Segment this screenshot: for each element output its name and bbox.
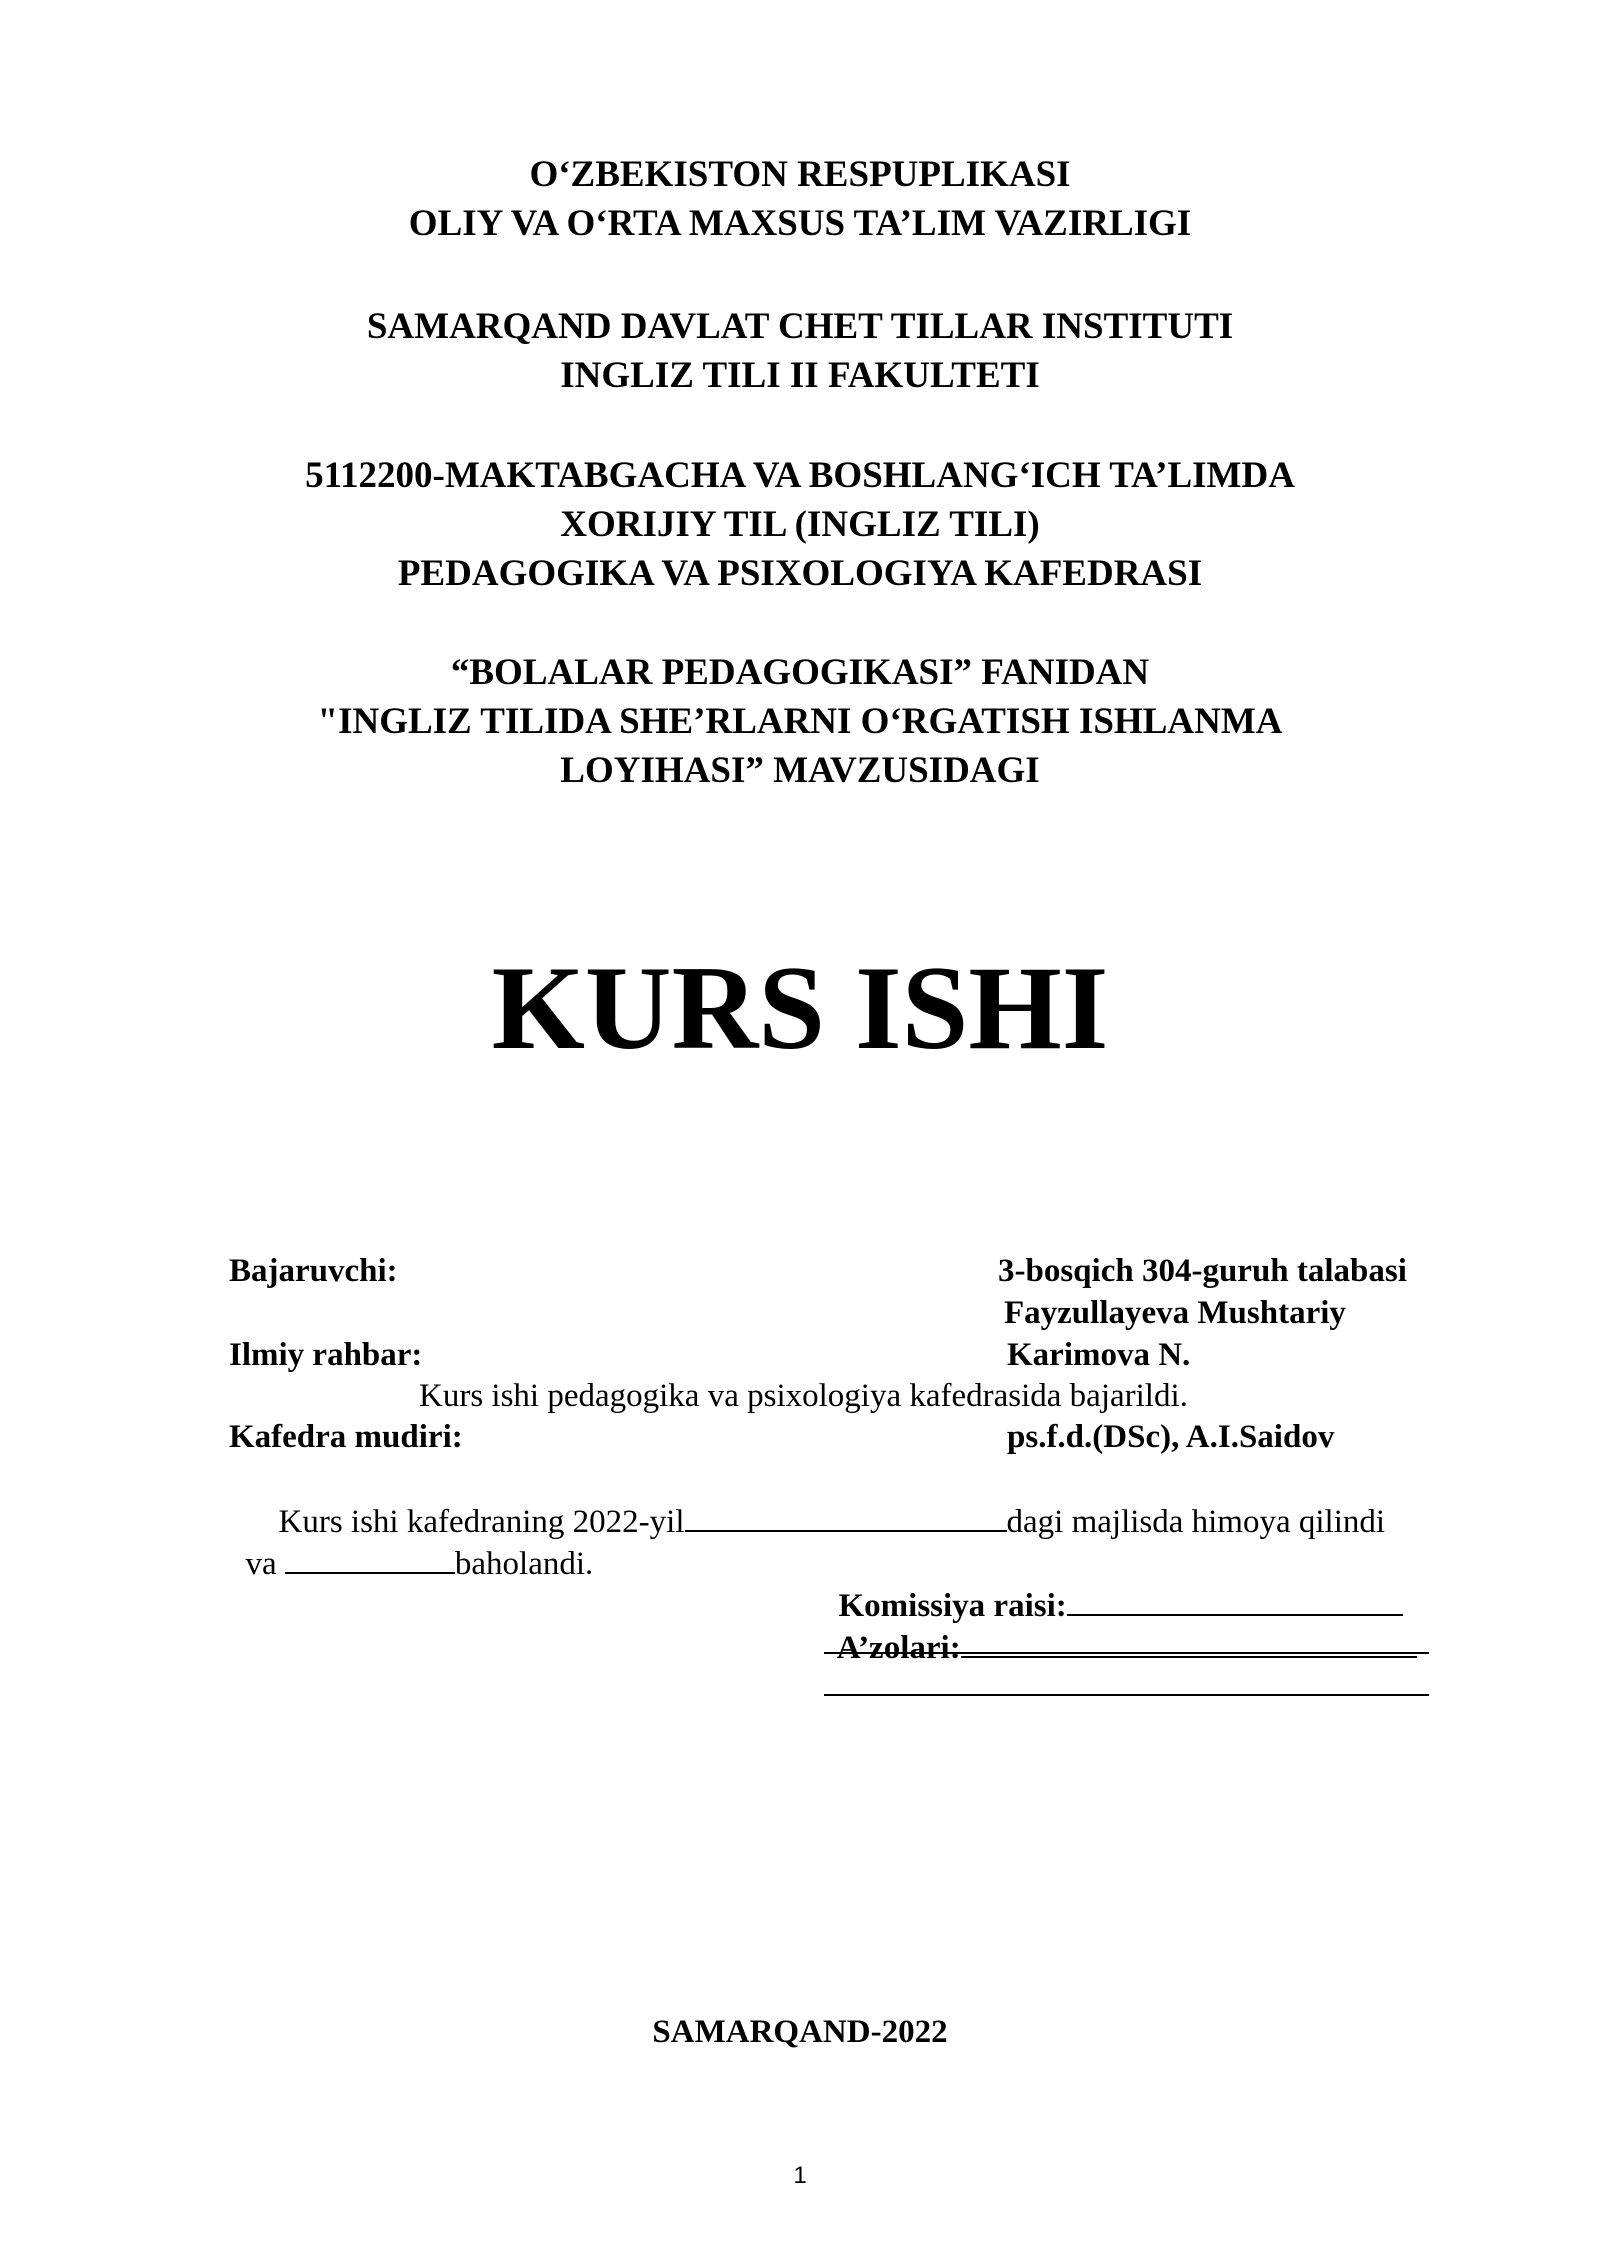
head-name: ps.f.d.(DSc), A.I.Saidov [1007, 1419, 1335, 1455]
grade-blank [285, 1542, 455, 1574]
supervisor-name: Karimova N. [1007, 1337, 1191, 1373]
topic-line-3: LOYIHASI” MAVZUSIDAGI [560, 750, 1040, 791]
supervisor-label: Ilmiy rahbar: [229, 1337, 423, 1373]
department-line-3: PEDAGOGIKA VA PSIXOLOGIYA KAFEDRASI [397, 553, 1203, 594]
header-line-2: OLIY VA O‘RTA MAXSUS TA’LIM VAZIRLIGI [408, 203, 1192, 244]
executor-label: Bajaruvchi: [229, 1253, 398, 1289]
city-year-text: SAMARQAND-2022 [652, 2014, 948, 2050]
header-line-1: O‘ZBEKISTON RESPUPLIKASI [529, 154, 1071, 195]
executor-group: 3-bosqich 304-guruh talabasi [998, 1253, 1407, 1289]
topic-header [0, 648, 1600, 795]
institute-header [0, 302, 1600, 400]
document-title: KURS ISHI [491, 941, 1109, 1074]
defense-text-start: Kurs ishi kafedraning 2022-yil [278, 1504, 685, 1540]
institute-line-1: SAMARQAND DAVLAT CHET TILLAR INSTITUTI [366, 306, 1234, 347]
department-line-1: 5112200-MAKTABGACHA VA BOSHLANG‘ICH TA’LIMDA [305, 455, 1295, 496]
department-header [0, 451, 1600, 598]
grade-text-start: va [245, 1546, 285, 1582]
page-number: 1 [793, 2162, 807, 2189]
members-signature-blank-3 [824, 1694, 1429, 1696]
city-year [0, 2008, 1600, 2057]
executor-name: Fayzullayeva Mushtariy [1004, 1295, 1346, 1331]
institute-line-2: INGLIZ TILI II FAKULTETI [560, 355, 1040, 396]
commission-members-label: A’zolari: [836, 1630, 961, 1666]
members-signature-blank-2 [824, 1652, 1429, 1654]
ministry-header [0, 150, 1600, 248]
topic-line-1: “BOLALAR PEDAGOGIKASI” FANIDAN [450, 652, 1150, 693]
head-label: Kafedra mudiri: [229, 1419, 463, 1455]
completion-note: Kurs ishi pedagogika va psixologiya kafedrasida bajarildi. [419, 1378, 1188, 1414]
commission-members-line [822, 1584, 1417, 1669]
commission-chair-label: Komissiya raisi: [838, 1588, 1067, 1624]
department-line-2: XORIJIY TIL (INGLIZ TILI) [560, 504, 1040, 545]
grade-text-end: baholandi. [454, 1546, 594, 1582]
grade-line [229, 1500, 593, 1585]
topic-line-2: "INGLIZ TILIDA SHE’RLARNI O‘RGATISH ISHLANMA [317, 701, 1283, 742]
defense-text-end: dagi majlisda himoya qilindi [1006, 1504, 1386, 1540]
defense-date-blank [685, 1500, 1007, 1532]
